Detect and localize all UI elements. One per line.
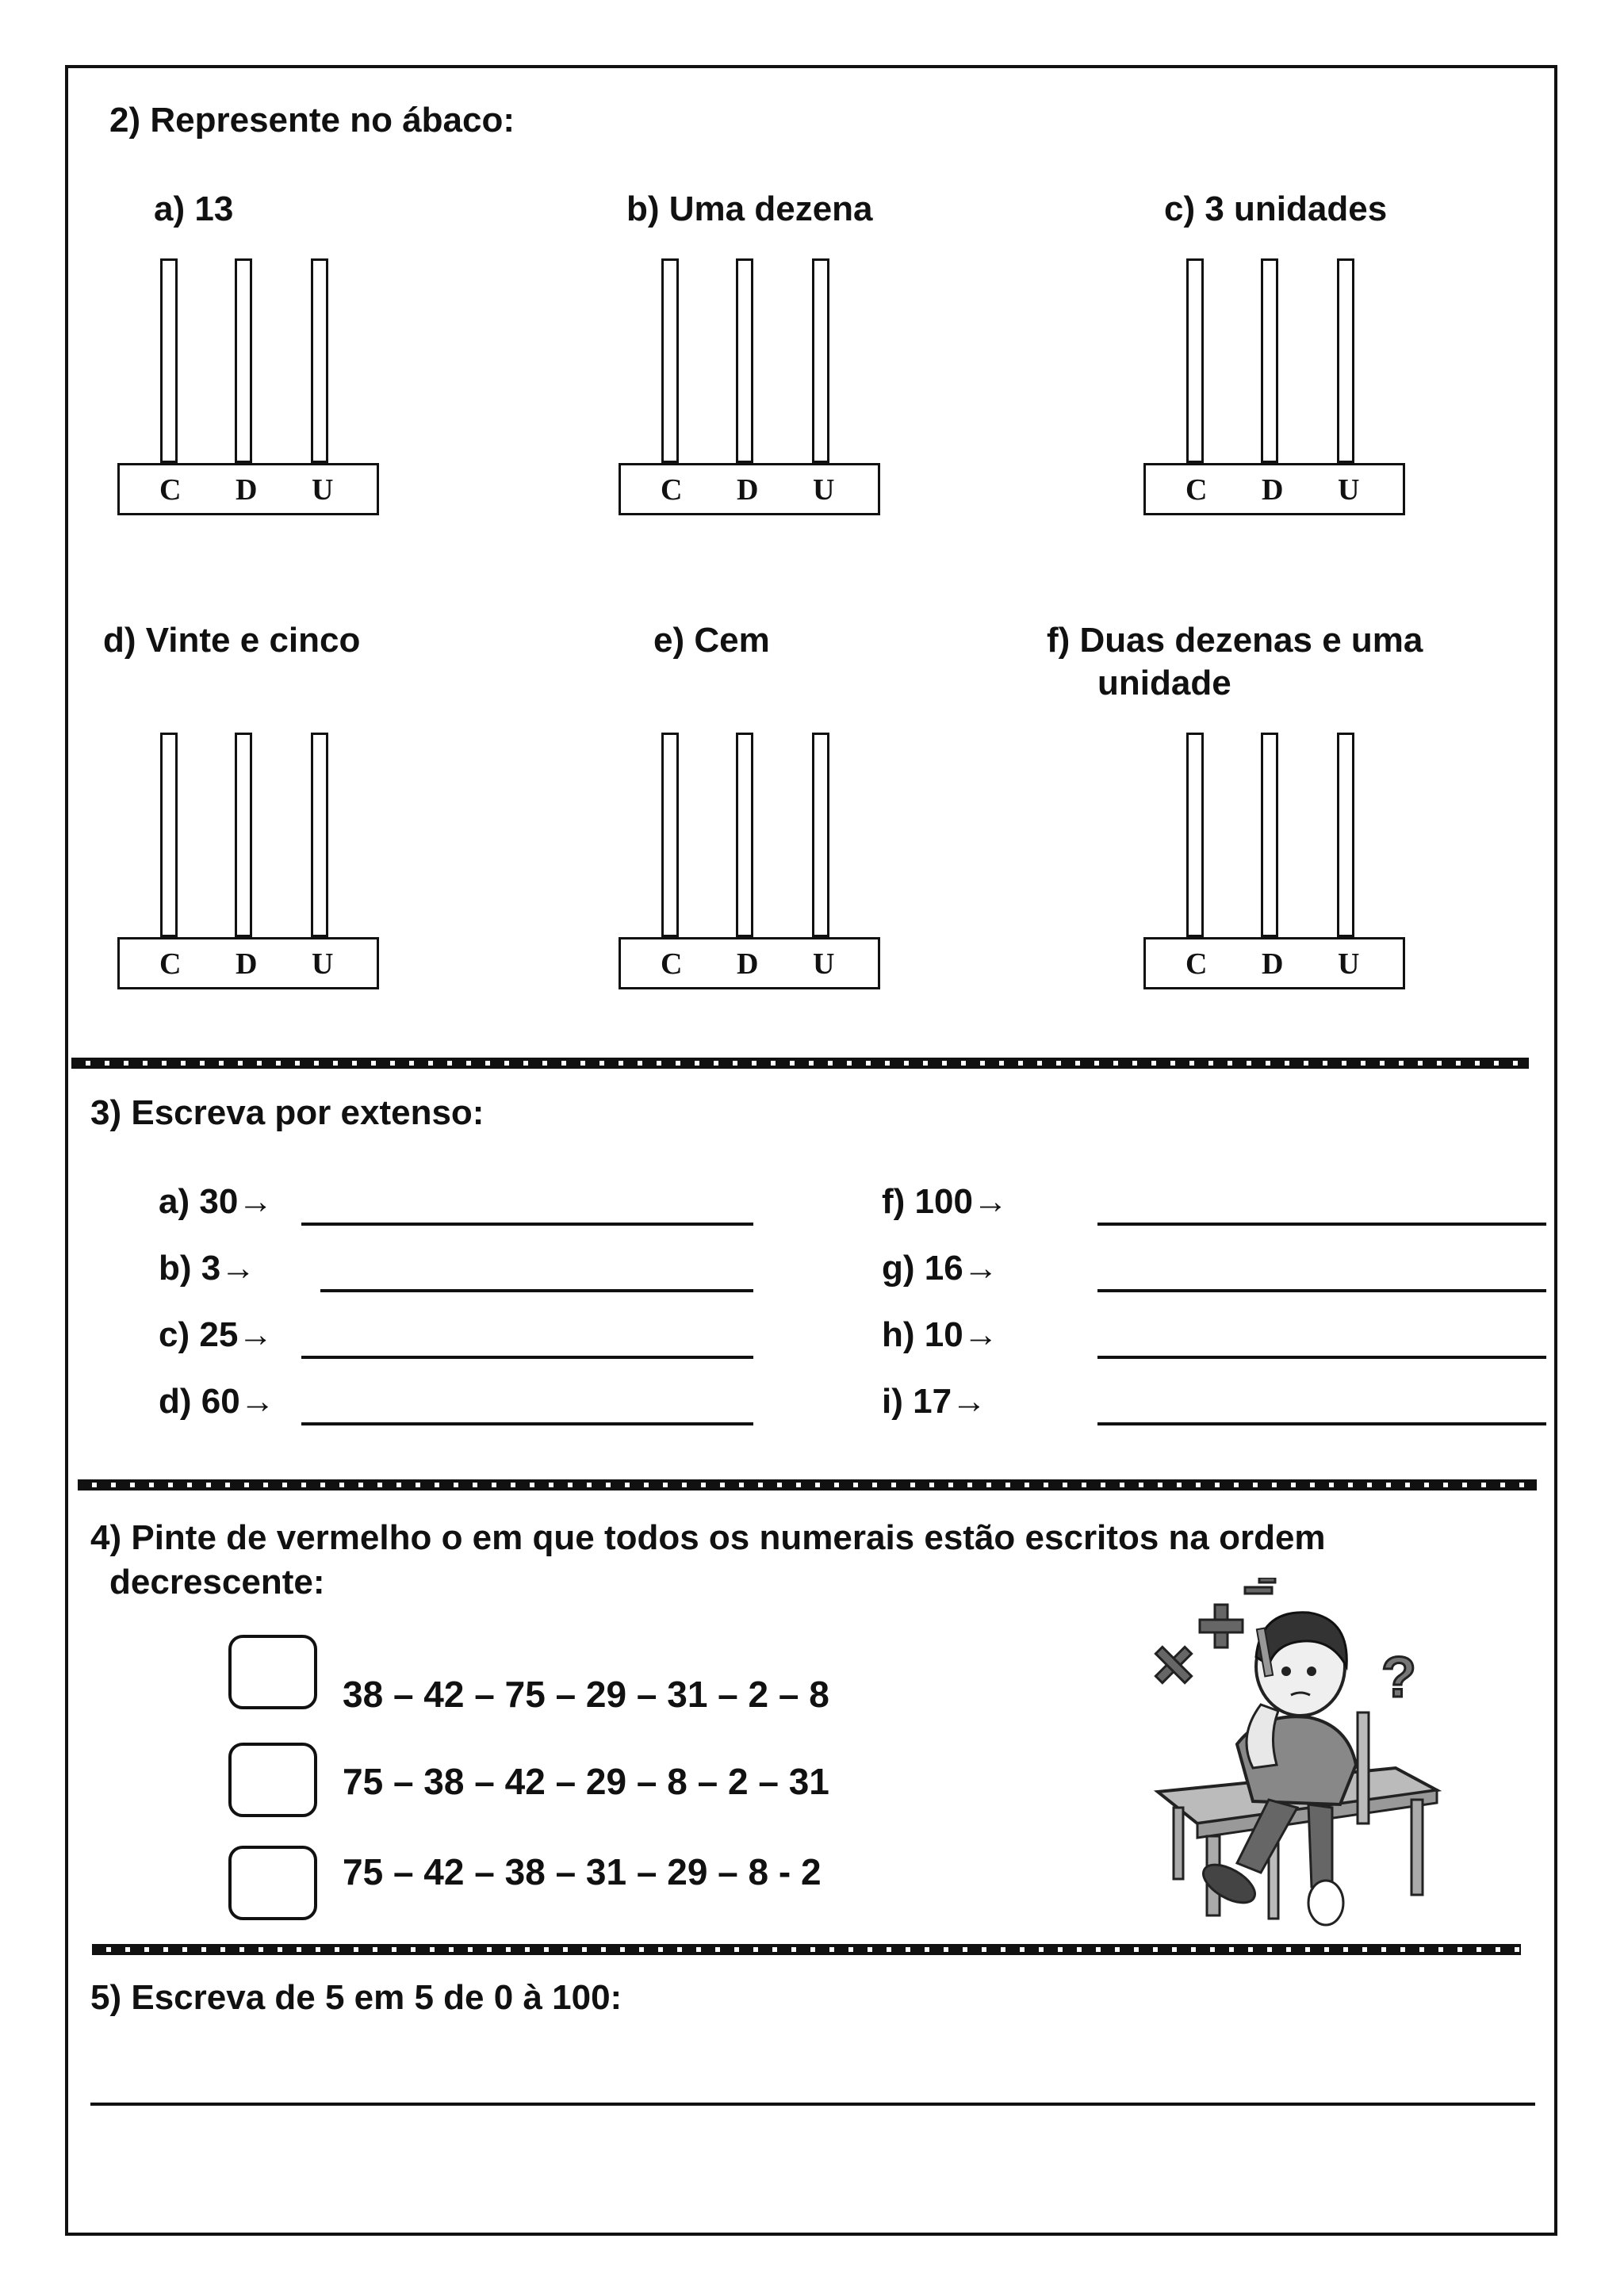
abacus-label-d: D	[1262, 473, 1284, 507]
q4-title-line2: decrescente:	[109, 1563, 325, 1601]
abacus-label-d: D	[737, 473, 759, 507]
abacus-label-d: D	[236, 947, 258, 981]
abacus-label-c: C	[661, 473, 683, 507]
abacus-label-c: C	[159, 473, 182, 507]
q5-answer-line[interactable]	[90, 2103, 1535, 2106]
abacus-label-d: D	[737, 947, 759, 981]
q4-option-2-sequence: 75 – 38 – 42 – 29 – 8 – 2 – 31	[343, 1761, 829, 1802]
q3-item-h-answer-line[interactable]	[1097, 1356, 1546, 1359]
abacus-base	[117, 463, 379, 515]
separator-1	[71, 1058, 1529, 1069]
q2-title: 2) Represente no ábaco:	[109, 101, 515, 140]
q3-item-c-answer-line[interactable]	[301, 1356, 753, 1359]
q2-item-a-label: a) 13	[154, 189, 234, 228]
abacus-label-u: U	[312, 473, 334, 507]
abacus-rod-d	[1261, 733, 1278, 937]
abacus-label-u: U	[1338, 947, 1360, 981]
q3-item-b-answer-line[interactable]	[320, 1289, 753, 1292]
abacus-rod-c	[160, 258, 178, 463]
q3-item-i-answer-line[interactable]	[1097, 1422, 1546, 1425]
q3-item-b-label: b) 3→	[159, 1249, 256, 1288]
q2-item-b-label: b) Uma dezena	[626, 189, 873, 228]
q3-item-a-answer-line[interactable]	[301, 1223, 753, 1226]
abacus-base	[1143, 463, 1405, 515]
separator-3	[92, 1944, 1521, 1955]
q2-item-f-label: f) Duas dezenas e uma	[1047, 621, 1423, 660]
q3-item-g-answer-line[interactable]	[1097, 1289, 1546, 1292]
q3-item-g-label: g) 16→	[882, 1249, 998, 1288]
q2-item-e-label: e) Cem	[653, 621, 770, 660]
q4-option-1-checkbox[interactable]	[228, 1635, 317, 1709]
abacus-e[interactable]	[619, 733, 880, 991]
separator-2	[78, 1479, 1537, 1490]
abacus-rod-d	[736, 258, 753, 463]
abacus-rod-c	[661, 733, 679, 937]
q4-option-2-checkbox[interactable]	[228, 1743, 317, 1817]
q3-title: 3) Escreva por extenso:	[90, 1093, 485, 1132]
abacus-rod-d	[736, 733, 753, 937]
q2-item-f-label-line2: unidade	[1097, 664, 1231, 702]
abacus-rod-u	[812, 258, 829, 463]
abacus-label-c: C	[661, 947, 683, 981]
q2-item-d-label: d) Vinte e cinco	[103, 621, 361, 660]
abacus-label-d: D	[1262, 947, 1284, 981]
abacus-label-u: U	[813, 473, 835, 507]
abacus-rod-c	[1186, 733, 1204, 937]
q3-item-d-answer-line[interactable]	[301, 1422, 753, 1425]
abacus-base	[619, 463, 880, 515]
abacus-label-c: C	[1185, 473, 1208, 507]
question-mark-icon: ?	[1381, 1646, 1416, 1709]
q3-item-d-label: d) 60→	[159, 1382, 275, 1421]
abacus-rod-d	[235, 258, 252, 463]
q4-option-3-checkbox[interactable]	[228, 1846, 317, 1920]
abacus-rod-u	[1337, 258, 1354, 463]
abacus-b[interactable]	[619, 258, 880, 517]
abacus-d[interactable]	[117, 733, 379, 991]
abacus-label-u: U	[813, 947, 835, 981]
abacus-c[interactable]	[1143, 258, 1405, 517]
abacus-rod-c	[1186, 258, 1204, 463]
abacus-rod-d	[1261, 258, 1278, 463]
q3-item-i-label: i) 17→	[882, 1382, 987, 1421]
abacus-label-u: U	[312, 947, 334, 981]
abacus-rod-c	[160, 733, 178, 937]
abacus-rod-d	[235, 733, 252, 937]
abacus-base	[619, 937, 880, 989]
abacus-rod-u	[812, 733, 829, 937]
q3-item-h-label: h) 10→	[882, 1315, 998, 1354]
abacus-base	[1143, 937, 1405, 989]
abacus-f[interactable]	[1143, 733, 1405, 991]
abacus-label-d: D	[236, 473, 258, 507]
abacus-label-c: C	[159, 947, 182, 981]
abacus-rod-u	[311, 733, 328, 937]
q5-title: 5) Escreva de 5 em 5 de 0 à 100:	[90, 1978, 622, 2017]
student-thinking-illustration	[1142, 1578, 1443, 1927]
q3-item-a-label: a) 30→	[159, 1182, 274, 1221]
abacus-rod-c	[661, 258, 679, 463]
abacus-rod-u	[311, 258, 328, 463]
abacus-label-u: U	[1338, 473, 1360, 507]
q2-item-c-label: c) 3 unidades	[1164, 189, 1388, 228]
abacus-base	[117, 937, 379, 989]
abacus-label-c: C	[1185, 947, 1208, 981]
q4-title-line1: 4) Pinte de vermelho o em que todos os numerais estão escritos na ordem	[90, 1518, 1326, 1557]
q3-item-f-answer-line[interactable]	[1097, 1223, 1546, 1226]
q3-item-c-label: c) 25→	[159, 1315, 274, 1354]
abacus-a[interactable]	[117, 258, 379, 517]
q4-option-3-sequence: 75 – 42 – 38 – 31 – 29 – 8 - 2	[343, 1851, 822, 1892]
q4-option-1-sequence: 38 – 42 – 75 – 29 – 31 – 2 – 8	[343, 1674, 829, 1715]
abacus-rod-u	[1337, 733, 1354, 937]
q3-item-f-label: f) 100→	[882, 1182, 1008, 1221]
